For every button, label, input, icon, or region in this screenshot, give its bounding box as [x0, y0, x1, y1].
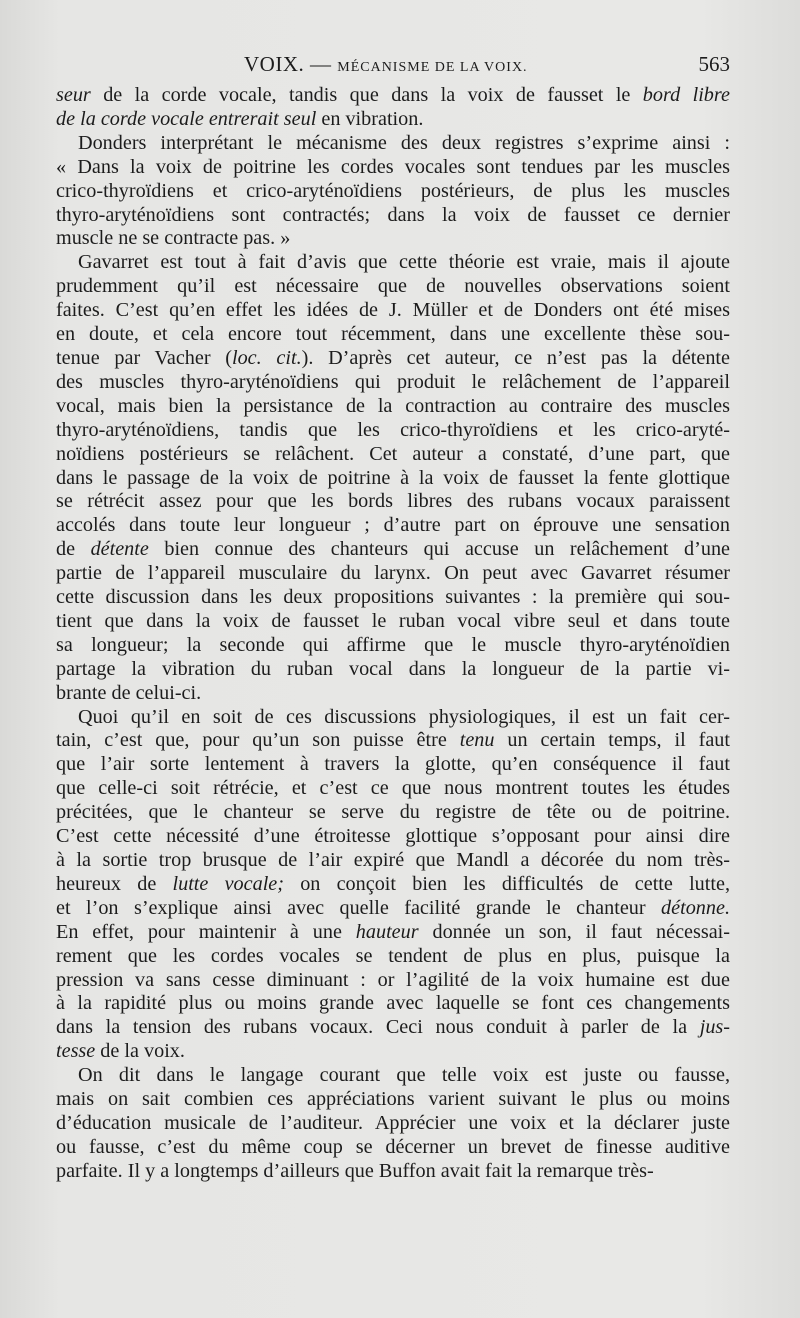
paragraph: [56, 1064, 730, 1184]
text-run: Gavarret est tout à fait d’avis que cette théorie est vraie, mais il ajoute: [78, 251, 730, 274]
italic-text: de la corde vocale entrerait seul: [56, 107, 317, 130]
text-run: tenue par Vacher (: [56, 346, 232, 369]
text-run: thyro-aryténoïdiens sont contractés; dans la voix de fausset ce dernier: [56, 203, 730, 226]
text-run: ). D’après cet auteur, ce n’est pas la détente: [301, 346, 731, 369]
text-line: [56, 514, 730, 538]
text-line: [56, 777, 730, 801]
text-run: C’est cette nécessité d’une étroitesse glottique s’opposant pour ainsi dire: [56, 825, 730, 848]
text-line: [56, 682, 730, 706]
text-run: de la voix.: [95, 1040, 185, 1063]
text-run: tain, c’est que, pour qu’un son puisse être: [56, 729, 460, 752]
italic-text: tenu: [459, 729, 495, 752]
paragraph: [56, 251, 730, 705]
running-head-sub: MÉCANISME DE LA VOIX.: [337, 60, 528, 75]
text-line: [56, 347, 730, 371]
text-run: donnée un son, il faut nécessai-: [418, 920, 730, 943]
text-run: thyro-aryténoïdiens, tandis que les crico-thyroïdiens et les crico-aryté-: [56, 418, 730, 441]
text-run: Quoi qu’il en soit de ces discussions physiologiques, il est un fait cer-: [78, 705, 730, 728]
page-header: [56, 48, 730, 84]
text-run: à la rapidité plus ou moins grande avec laquelle se font ces changements: [56, 992, 730, 1015]
text-run: mais on sait combien ces appréciations varient suivant le plus ou moins: [56, 1088, 730, 1111]
text-run: et l’on s’explique ainsi avec quelle facilité grande le chanteur: [56, 896, 662, 919]
text-line: [56, 825, 730, 849]
running-head-main: VOIX.: [244, 52, 305, 76]
text-run: d’éducation musicale de l’auditeur. Apprécier une voix et la déclarer juste: [56, 1111, 730, 1134]
text-line: [56, 467, 730, 491]
text-line: [56, 658, 730, 682]
text-run: bien connue des chanteurs qui accuse un relâchement d’une: [148, 538, 730, 561]
text-line: [56, 180, 730, 204]
text-line: [56, 753, 730, 777]
text-line: [56, 897, 730, 921]
text-line: [56, 108, 730, 132]
text-run: de la corde vocale, tandis que dans la voix de fausset le: [90, 84, 643, 106]
text-line: [56, 1016, 730, 1040]
italic-text: lutte vocale;: [172, 872, 284, 895]
text-line: [56, 251, 730, 275]
text-run: à la sortie trop brusque de l’air expiré que Mandl a décorée du nom très-: [56, 849, 730, 871]
paragraph: [56, 706, 730, 1065]
text-run: heureux de: [56, 872, 173, 895]
italic-text: tesse: [56, 1040, 96, 1063]
text-run: partage la vibration du ruban vocal dans la longueur de la partie vi-: [56, 657, 730, 680]
text-line: [56, 443, 730, 467]
text-run: on conçoit bien les difficultés de cette lutte,: [284, 872, 731, 895]
text-line: [56, 586, 730, 610]
text-run: Donders interprétant le mécanisme des deux registres s’exprime ainsi :: [78, 131, 730, 154]
italic-text: jus-: [699, 1016, 730, 1039]
italic-text: bord libre: [642, 84, 730, 106]
paragraph: [56, 84, 730, 132]
text-run: en doute, et cela encore tout récemment, dans une excellente thèse sou-: [56, 323, 730, 346]
text-run: ou fausse, c’est du même coup se décerner un brevet de finesse auditive: [56, 1135, 730, 1158]
text-line: [56, 610, 730, 634]
text-run: muscle ne se contracte pas. »: [56, 227, 291, 250]
text-line: [56, 204, 730, 228]
text-line: [56, 419, 730, 443]
text-run: en vibration.: [316, 107, 424, 130]
text-line: [56, 1088, 730, 1112]
text-run: cette discussion dans les deux propositions suivantes : la première qui sou-: [56, 586, 730, 609]
italic-text: détente: [90, 538, 149, 561]
running-head: [244, 52, 528, 77]
text-line: [56, 371, 730, 395]
text-line: [56, 1112, 730, 1136]
text-line: [56, 801, 730, 825]
text-run: que celle-ci soit rétrécie, et c’est ce que nous montrent toutes les études: [56, 777, 730, 800]
text-run: précitées, que le chanteur se serve du registre de tête ou de poitrine.: [56, 801, 730, 824]
text-line: [56, 849, 730, 873]
text-line: [56, 1064, 730, 1088]
text-line: [56, 1160, 730, 1184]
text-run: que l’air sorte lentement à travers la glotte, qu’en conséquence il faut: [56, 753, 730, 776]
italic-text: loc. cit.: [231, 346, 302, 369]
text-run: dans la tension des rubans vocaux. Ceci nous conduit à parler de la: [56, 1016, 700, 1039]
text-line: [56, 634, 730, 658]
text-run: brante de celui-ci.: [56, 681, 202, 704]
text-run: sa longueur; la seconde qui affirme que le muscle thyro-aryténoïdien: [56, 633, 730, 656]
text-run: tient que dans la voix de fausset le ruban vocal vibre seul et dans toute: [56, 609, 730, 632]
text-run: parfaite. Il y a longtemps d’ailleurs que Buffon avait fait la remarque très-: [56, 1159, 654, 1182]
text-run: vocal, mais bien la persistance de la contraction au contraire des muscles: [56, 394, 730, 417]
text-run: accolés dans toute leur longueur ; d’autre part on éprouve une sensation: [56, 514, 730, 537]
italic-text: détonne.: [661, 896, 730, 919]
text-line: [56, 156, 730, 180]
text-run: On dit dans le langage courant que telle voix est juste ou fausse,: [78, 1064, 730, 1087]
running-head-dash: —: [310, 52, 332, 76]
text-line: [56, 562, 730, 586]
text-line: [56, 706, 730, 730]
text-run: noïdiens postérieurs se relâchent. Cet auteur a constaté, d’une part, que: [56, 442, 730, 465]
text-line: [56, 1040, 730, 1064]
text-run: rement que les cordes vocales se tendent de plus en plus, puisque la: [56, 944, 730, 967]
text-line: [56, 227, 730, 251]
text-run: En effet, pour maintenir à une: [56, 920, 356, 943]
text-line: [56, 873, 730, 897]
text-line: [56, 299, 730, 323]
text-line: [56, 729, 730, 753]
text-line: [56, 490, 730, 514]
text-run: de: [56, 538, 91, 561]
text-run: faites. C’est qu’en effet les idées de J. Müller et de Donders ont été mises: [56, 299, 730, 322]
italic-text: seur: [56, 84, 91, 106]
text-run: partie de l’appareil musculaire du larynx. On peut avec Gavarret résumer: [56, 562, 730, 585]
italic-text: hauteur: [355, 920, 419, 943]
text-run: pression va sans cesse diminuant : or l’agilité de la voix humaine est due: [56, 968, 730, 991]
paragraph: [56, 132, 730, 252]
text-run: prudemment qu’il est nécessaire que de nouvelles observations soient: [56, 275, 730, 298]
page-number: 563: [698, 52, 730, 76]
text-run: « Dans la voix de poitrine les cordes vocales sont tendues par les muscles: [56, 155, 730, 178]
text-line: [56, 538, 730, 562]
text-run: dans le passage de la voix de poitrine à la voix de fausset la fente glottique: [56, 466, 730, 489]
text-line: [56, 323, 730, 347]
body-text: [56, 84, 730, 1184]
text-line: [56, 945, 730, 969]
text-line: [56, 969, 730, 993]
text-line: [56, 84, 730, 108]
text-run: des muscles thyro-aryténoïdiens qui produit le relâchement de l’appareil: [56, 370, 730, 393]
text-run: crico-thyroïdiens et crico-aryténoïdiens postérieurs, de plus les muscles: [56, 179, 730, 202]
text-line: [56, 132, 730, 156]
text-line: [56, 921, 730, 945]
text-line: [56, 1136, 730, 1160]
text-line: [56, 395, 730, 419]
text-run: un certain temps, il faut: [494, 729, 730, 752]
text-run: se rétrécit assez pour que les bords libres des rubans vocaux paraissent: [56, 490, 730, 513]
text-line: [56, 275, 730, 299]
text-line: [56, 992, 730, 1016]
